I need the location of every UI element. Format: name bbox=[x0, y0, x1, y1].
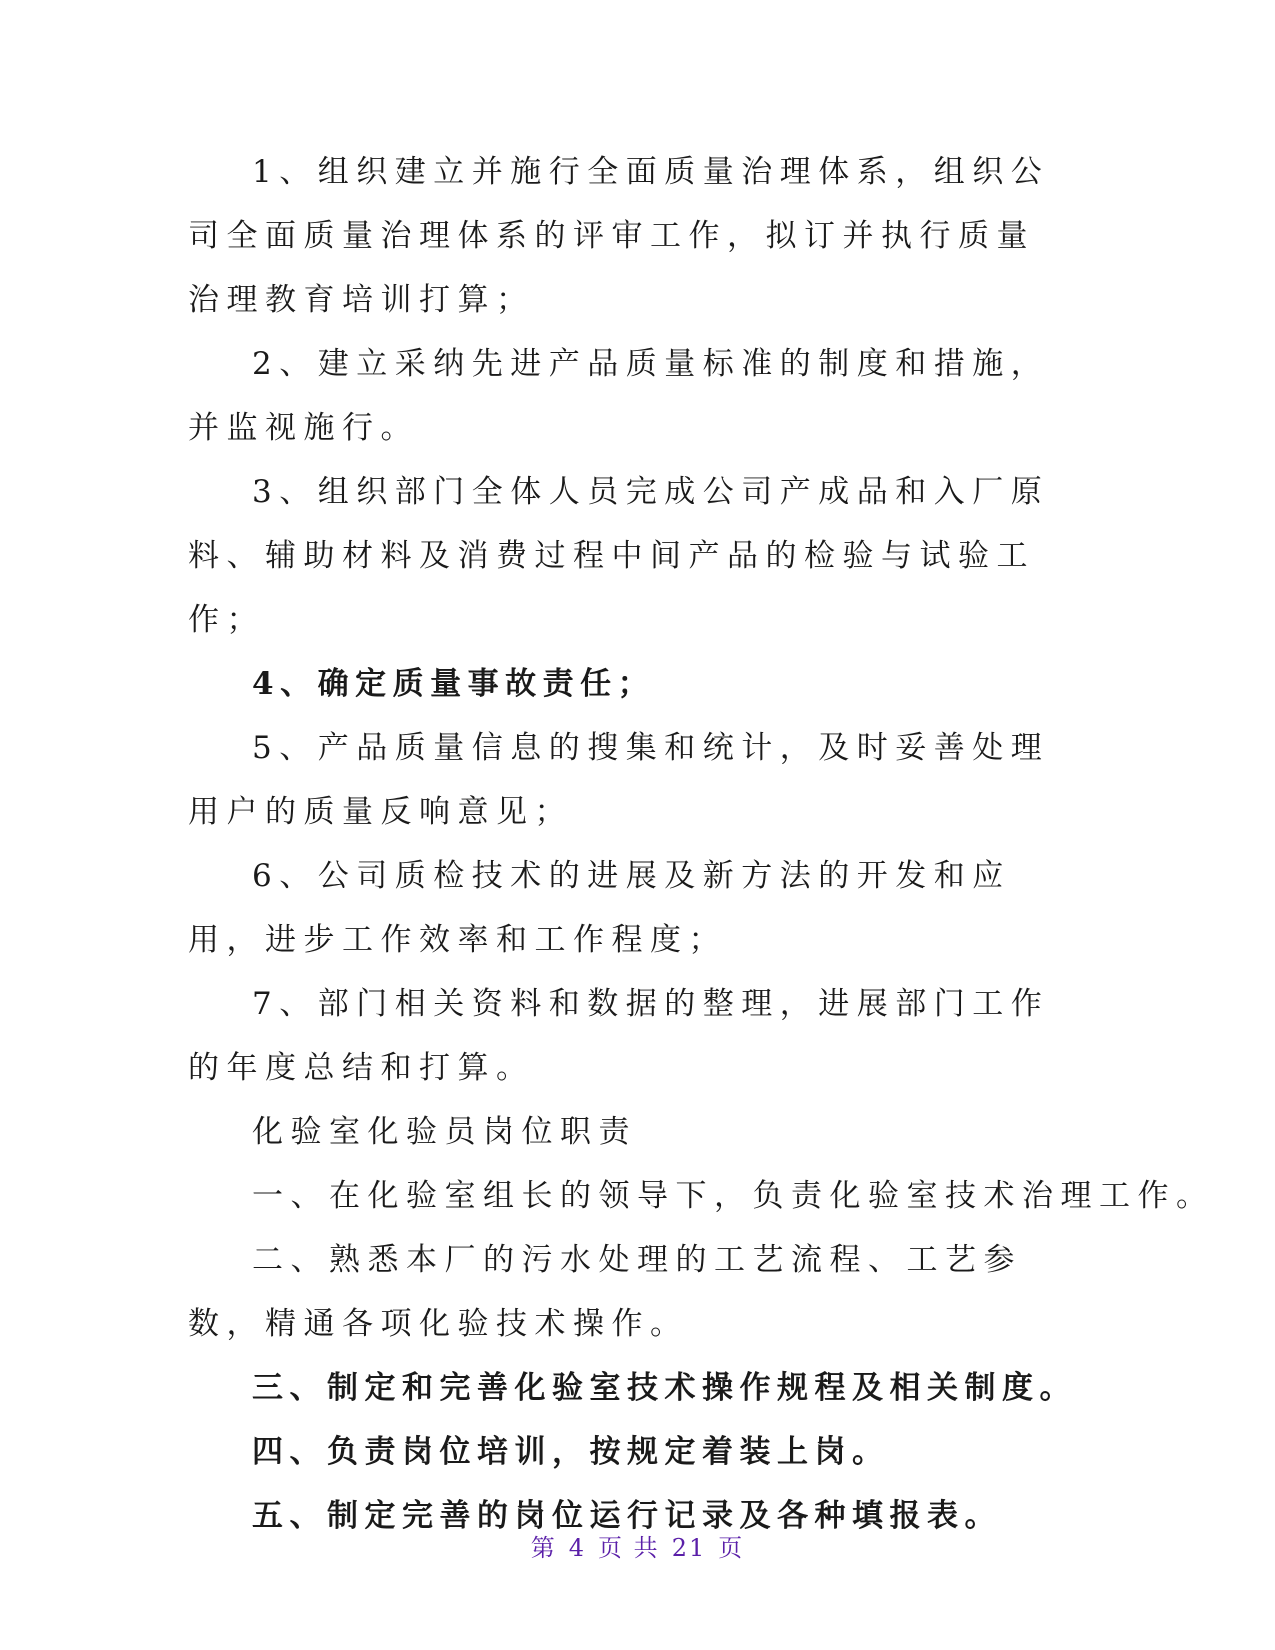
duty-5: 五、制定完善的岗位运行记录及各种填报表。 bbox=[252, 1498, 1002, 1534]
footer-page-number: 4 bbox=[568, 1534, 587, 1562]
document-body bbox=[188, 140, 1215, 1548]
paragraph-2: 2、建立采纳先进产品质量标准的制度和措施，并监视施行。 bbox=[188, 346, 1050, 446]
paragraph-7: 7、部门相关资料和数据的整理，进展部门工作的年度总结和打算。 bbox=[188, 986, 1050, 1086]
section-heading: 化验室化验员岗位职责 bbox=[252, 1114, 637, 1150]
footer-total-pages: 21 bbox=[671, 1534, 707, 1562]
footer-prefix: 第 bbox=[530, 1534, 557, 1562]
paragraph-1: 1、组织建立并施行全面质量治理体系，组织公司全面质量治理体系的评审工作，拟订并执行质量治理教育培训打算； bbox=[188, 154, 1050, 318]
paragraph-4: 4、确定质量事故责任； bbox=[252, 666, 656, 702]
duty-2: 二、熟悉本厂的污水处理的工艺流程、工艺参数，精通各项化验技术操作。 bbox=[188, 1242, 1022, 1342]
footer-suffix: 页 bbox=[718, 1534, 745, 1562]
footer-middle: 页 共 bbox=[598, 1534, 660, 1562]
duty-4: 四、负责岗位培训，按规定着装上岗。 bbox=[252, 1434, 890, 1470]
paragraph-5: 5、产品质量信息的搜集和统计，及时妥善处理用户的质量反响意见； bbox=[188, 730, 1050, 830]
paragraph-6: 6、公司质检技术的进展及新方法的开发和应用，进步工作效率和工作程度； bbox=[188, 858, 1011, 958]
paragraph-3: 3、组织部门全体人员完成公司产成品和入厂原料、辅助材料及消费过程中间产品的检验与试验工作； bbox=[188, 474, 1050, 638]
duty-1: 一、在化验室组长的领导下，负责化验室技术治理工作。 bbox=[252, 1178, 1215, 1214]
duty-3: 三、制定和完善化验室技术操作规程及相关制度。 bbox=[252, 1370, 1077, 1406]
page-footer bbox=[0, 1528, 1275, 1563]
